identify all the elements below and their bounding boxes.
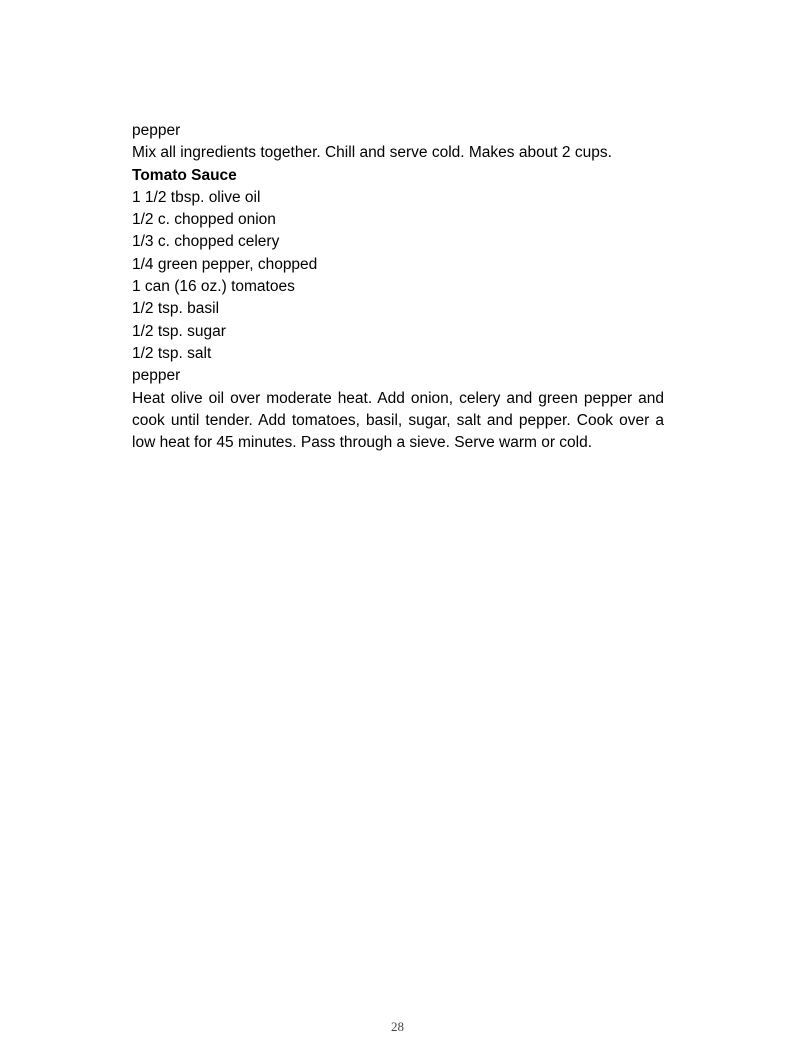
ingredient-item: 1/2 tsp. salt xyxy=(132,344,212,362)
ingredient-item: 1/2 c. chopped onion xyxy=(132,211,276,229)
page-content xyxy=(132,120,664,454)
recipe-title: Tomato Sauce xyxy=(132,166,237,184)
previous-recipe-instructions: Mix all ingredients together. Chill and serve cold. Makes about 2 cups. xyxy=(132,144,612,162)
ingredient-item: 1/2 tsp. sugar xyxy=(132,322,226,340)
ingredient-list xyxy=(132,187,664,388)
ingredient-item: 1 1/2 tbsp. olive oil xyxy=(132,188,261,206)
ingredient-item: 1/2 tsp. basil xyxy=(132,300,220,318)
ingredient-item: 1/4 green pepper, chopped xyxy=(132,255,318,273)
ingredient-item: 1/3 c. chopped celery xyxy=(132,233,280,251)
ingredient-item: pepper xyxy=(132,367,181,385)
page-number: 28 xyxy=(391,1019,404,1034)
previous-recipe-ingredient: pepper xyxy=(132,122,181,139)
ingredient-item: 1 can (16 oz.) tomatoes xyxy=(132,278,295,296)
recipe-instructions: Heat olive oil over moderate heat. Add onion, celery and green pepper and cook until tender. Add tomatoes, basil, sugar, salt and pepper. Cook over a low heat for 45 minutes. Pass through a sieve. Serve warm or cold. xyxy=(132,389,664,452)
